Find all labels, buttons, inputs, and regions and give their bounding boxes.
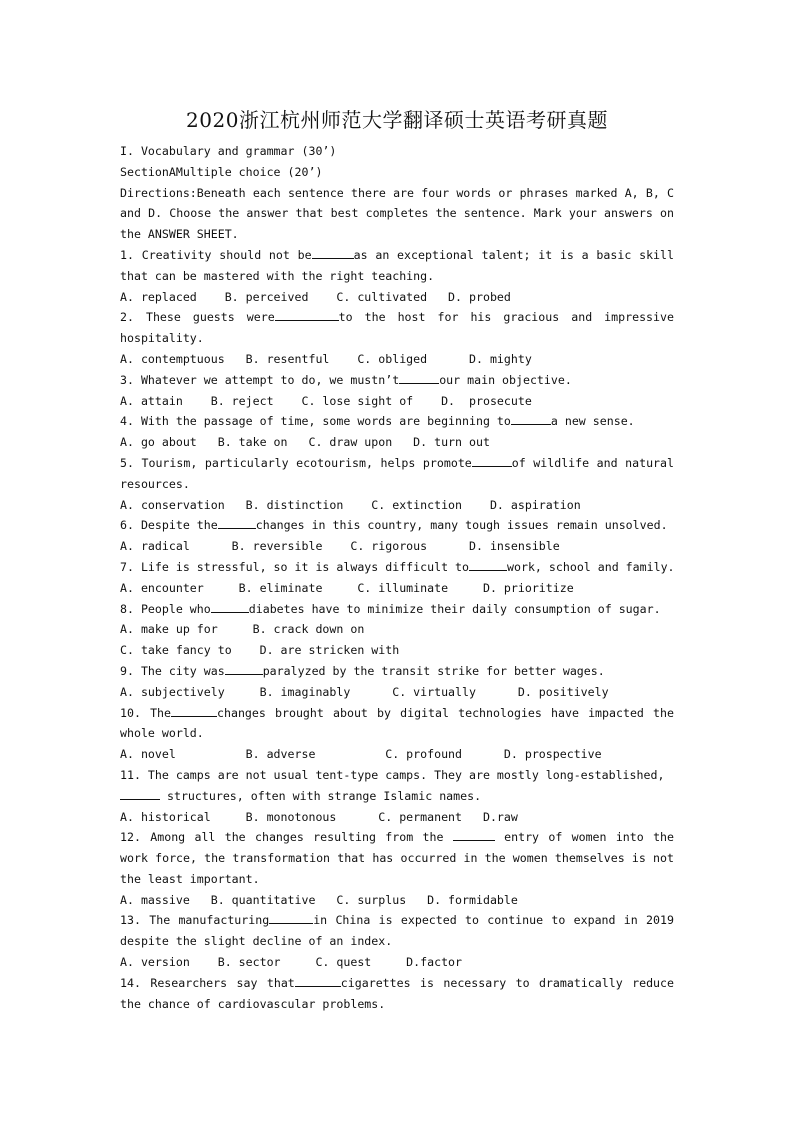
answer-blank (399, 371, 439, 384)
answer-options: A. novel B. adverse C. profound D. prospective (120, 747, 602, 762)
answer-options: A. massive B. quantitative C. surplus D. formidable (120, 892, 518, 907)
answer-options: A. attain B. reject C. lose sight of D. prosecute (120, 393, 532, 408)
subsection-heading: SectionAMultiple choice (20’) (120, 164, 323, 179)
answer-options: A. version B. sector C. quest D.factor (120, 955, 463, 970)
question-text: work force, the transformation that has occurred in the women themselves is not (120, 851, 674, 866)
section-heading: I. Vocabulary and grammar (30’) (120, 144, 337, 158)
answer-blank (269, 911, 313, 924)
question-12: 12. Among all the changes resulting from the entry of women into the (120, 830, 675, 845)
answer-blank (225, 662, 263, 675)
question-text: despite the slight decline of an index. (120, 934, 393, 949)
answer-blank (453, 828, 495, 841)
directions-line: Directions:Beneath each sentence there are four words or phrases marked A, B, C (120, 185, 674, 200)
question-13: 13. The manufacturing in China is expected to continue to expand in 2019 (120, 913, 674, 928)
answer-blank (295, 974, 341, 987)
question-5: 5. Tourism, particularly ecotourism, helps promote of wildlife and natural (120, 455, 674, 470)
answer-options: A. subjectively B. imaginably C. virtually D. positively (120, 684, 609, 699)
question-text: whole world. (120, 726, 204, 741)
question-9: 9. The city was paralyzed by the transit strike for better wages. (120, 663, 605, 678)
question-11: 11. The camps are not usual tent-type camps. They are mostly long-established, (120, 767, 665, 782)
answer-options: A. conservation B. distinction C. extinction D. aspiration (120, 497, 581, 512)
question-10: 10. The changes brought about by digital technologies have impacted the (120, 705, 674, 720)
directions-line: and D. Choose the answer that best completes the sentence. Mark your answers on (120, 206, 674, 221)
answer-options: A. go about B. take on C. draw upon D. turn out (120, 435, 490, 450)
answer-blank (171, 704, 217, 717)
question-3: 3. Whatever we attempt to do, we mustn’t our main objective. (120, 372, 572, 387)
document-body (120, 141, 674, 1014)
answer-blank (275, 308, 339, 321)
answer-options: A. historical B. monotonous C. permanent D.raw (120, 809, 518, 824)
answer-blank (312, 246, 354, 259)
question-6: 6. Despite the changes in this country, many tough issues remain unsolved. (120, 518, 668, 533)
answer-options: A. make up for B. crack down on (120, 622, 365, 637)
answer-options: A. encounter B. eliminate C. illuminate D. prioritize (120, 580, 574, 595)
question-text: the chance of cardiovascular problems. (120, 996, 386, 1011)
question-7: 7. Life is stressful, so it is always difficult to work, school and family. (120, 559, 675, 574)
question-4: 4. With the passage of time, some words are beginning to a new sense. (120, 414, 635, 429)
question-8: 8. People who diabetes have to minimize their daily consumption of sugar. (120, 601, 661, 616)
answer-blank (218, 516, 256, 529)
answer-blank (472, 454, 512, 467)
answer-blank (469, 558, 507, 571)
question-text: hospitality. (120, 331, 204, 346)
answer-blank (511, 412, 551, 425)
directions-line: the ANSWER SHEET. (120, 227, 239, 242)
answer-options: A. contemptuous B. resentful C. obliged D. mighty (120, 351, 532, 366)
answer-options: C. take fancy to D. are stricken with (120, 643, 400, 658)
question-text: that can be mastered with the right teaching. (120, 268, 435, 283)
page-title: 2020浙江杭州师范大学翻译硕士英语考研真题 (186, 108, 608, 132)
question-text: resources. (120, 476, 190, 491)
question-text: the least important. (120, 871, 260, 886)
question-14: 14. Researchers say that cigarettes is necessary to dramatically reduce (120, 975, 674, 990)
question-2: 2. These guests were to the host for his gracious and impressive (120, 310, 674, 325)
question-text: structures, often with strange Islamic names. (120, 786, 674, 807)
answer-options: A. replaced B. perceived C. cultivated D. probed (120, 289, 511, 304)
question-1: 1. Creativity should not be as an exceptional talent; it is a basic skill (120, 247, 674, 262)
answer-blank (211, 600, 249, 613)
answer-options: A. radical B. reversible C. rigorous D. insensible (120, 539, 560, 554)
answer-blank (120, 787, 160, 800)
